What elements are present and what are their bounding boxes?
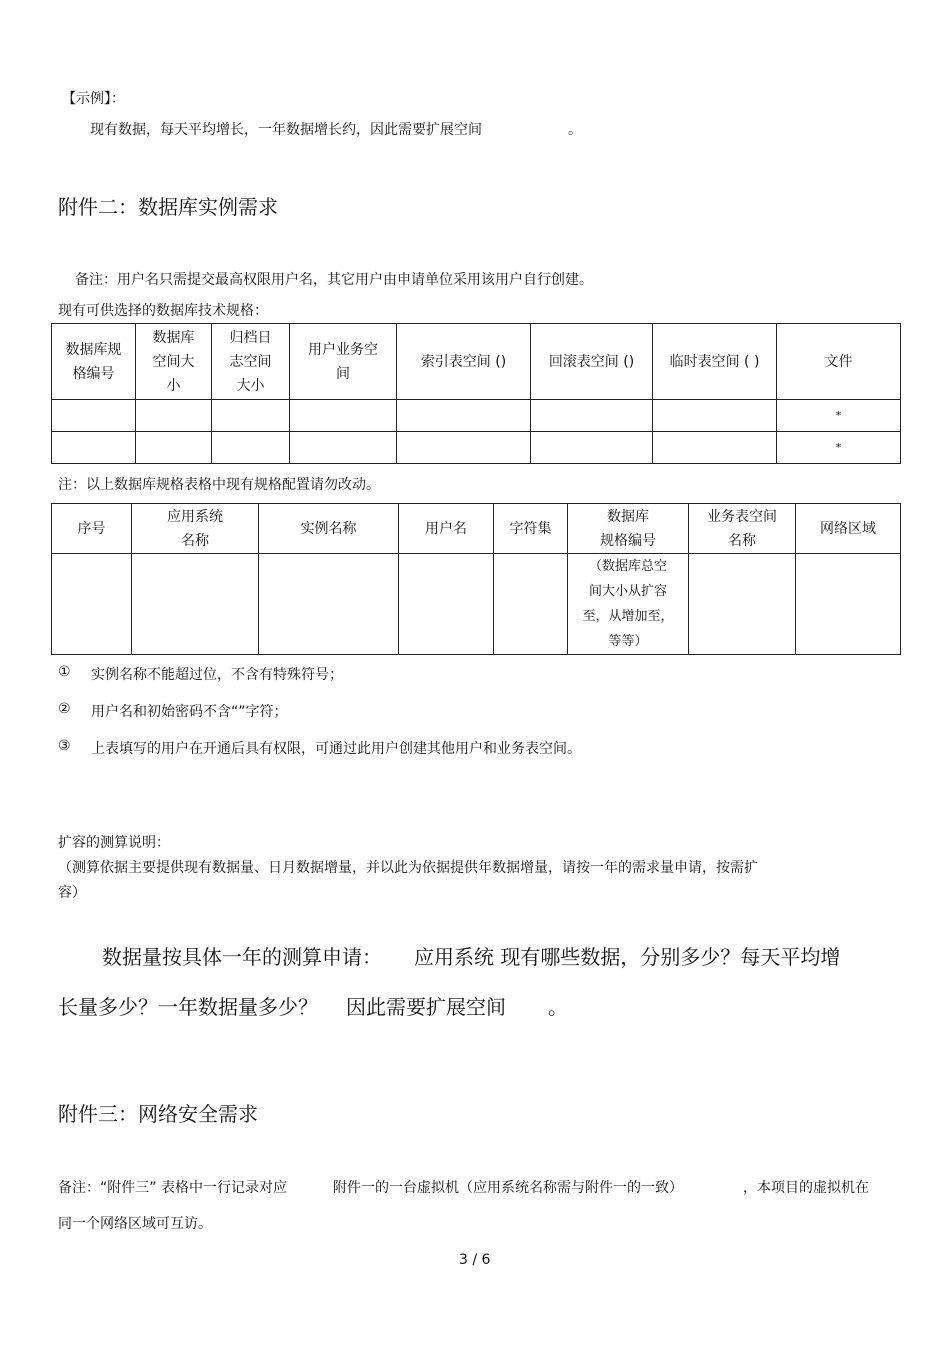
spec-cell: * — [777, 400, 901, 432]
spec-header-row — [52, 324, 901, 400]
instance-header-cell: 应用系统 名称 — [132, 504, 259, 554]
rule-number: ② — [58, 701, 71, 717]
instance-header-cell: 业务表空间 名称 — [689, 504, 796, 554]
instance-row — [52, 554, 901, 655]
spec-cell: * — [777, 432, 901, 464]
spec-header-cell: 索引表空间 () — [397, 324, 531, 400]
rule-text: 实例名称不能超过位，不含有特殊符号； — [91, 667, 343, 683]
spec-cell — [212, 400, 290, 432]
instance-cell — [399, 554, 494, 655]
instance-cell — [52, 554, 132, 655]
instance-table — [51, 503, 901, 655]
big-line: 应用系统 现有哪些数据，分别多少？每天平均增 — [414, 945, 841, 969]
calc-line: 容） — [58, 885, 86, 901]
spec-cell — [136, 432, 212, 464]
instance-header-cell: 序号 — [52, 504, 132, 554]
annex3-title: 附件三：网络安全需求 — [58, 1102, 258, 1126]
spec-cell — [136, 400, 212, 432]
instance-header-cell: 用户名 — [399, 504, 494, 554]
rule-number: ① — [58, 664, 71, 680]
big-line: 长量多少？一年数据量多少？ — [58, 995, 318, 1019]
spec-header-cell: 归档日 志空间 大小 — [212, 324, 290, 400]
example-label: 【示例】： — [62, 91, 125, 107]
spec-table — [51, 323, 901, 464]
instance-cell — [689, 554, 796, 655]
big-line-end: 。 — [548, 995, 568, 1019]
instance-header-cell: 实例名称 — [259, 504, 399, 554]
spec-cell — [212, 432, 290, 464]
instance-header-row — [52, 504, 901, 554]
instance-header-cell: 字符集 — [494, 504, 568, 554]
spec-header-cell: 文件 — [777, 324, 901, 400]
big-line: 因此需要扩展空间 — [346, 995, 506, 1019]
spec-row — [52, 432, 901, 464]
annex3-note: 同一个网络区域可互访。 — [58, 1216, 212, 1232]
spec-cell — [653, 400, 777, 432]
example-line: 现有数据，每天平均增长，一年数据增长约，因此需要扩展空间 — [90, 122, 482, 138]
annex3-note: 附件一的一台虚拟机（应用系统名称需与附件一的一致） — [333, 1180, 683, 1196]
spec-cell — [52, 400, 136, 432]
rule-text: 用户名和初始密码不含“”字符； — [91, 704, 288, 720]
instance-cell — [796, 554, 901, 655]
page-number: 3 / 6 — [459, 1252, 491, 1268]
rule-number: ③ — [58, 738, 71, 754]
rule-text: 上表填写的用户在开通后具有权限，可通过此用户创建其他用户和业务表空间。 — [91, 741, 581, 757]
annex3-note: ，本项目的虚拟机在 — [743, 1180, 869, 1196]
spec-header-cell: 用户业务空 间 — [290, 324, 397, 400]
spec-cell — [52, 432, 136, 464]
annex2-title: 附件二：数据库实例需求 — [58, 195, 278, 219]
spec-cell — [397, 400, 531, 432]
annex3-note: 备注：“附件三” 表格中一行记录对应 — [58, 1180, 287, 1196]
spec-cell — [531, 432, 653, 464]
spec-header-cell: 数据库 空间大 小 — [136, 324, 212, 400]
spec-cell — [397, 432, 531, 464]
big-line: 数据量按具体一年的测算申请： — [102, 945, 382, 969]
instance-cell — [494, 554, 568, 655]
instance-header-cell: 网络区域 — [796, 504, 901, 554]
calc-title: 扩容的测算说明： — [58, 835, 170, 851]
spec-header-cell: 回滚表空间 () — [531, 324, 653, 400]
spec-cell — [290, 400, 397, 432]
spec-cell — [653, 432, 777, 464]
spec-row — [52, 400, 901, 432]
instance-cell — [259, 554, 399, 655]
instance-header-cell: 数据库 规格编号 — [568, 504, 689, 554]
instance-cell: （数据库总空 间大小从扩容 至，从增加至， 等等） — [568, 554, 689, 655]
spec-intro: 现有可供选择的数据库技术规格： — [58, 303, 268, 319]
spec-header-cell: 临时表空间 ( ) — [653, 324, 777, 400]
spec-cell — [290, 432, 397, 464]
instance-cell — [132, 554, 259, 655]
spec-header-cell: 数据库规 格编号 — [52, 324, 136, 400]
spec-cell — [531, 400, 653, 432]
calc-line: （测算依据主要提供现有数据量、日月数据增量，并以此为依据提供年数据增量，请按一年的需求量申请，按需扩 — [58, 860, 758, 876]
annex2-note: 备注：用户名只需提交最高权限用户名，其它用户由申请单位采用该用户自行创建。 — [75, 272, 593, 288]
spec-note: 注：以上数据库规格表格中现有规格配置请勿改动。 — [58, 477, 380, 493]
example-line-end: 。 — [568, 122, 582, 138]
